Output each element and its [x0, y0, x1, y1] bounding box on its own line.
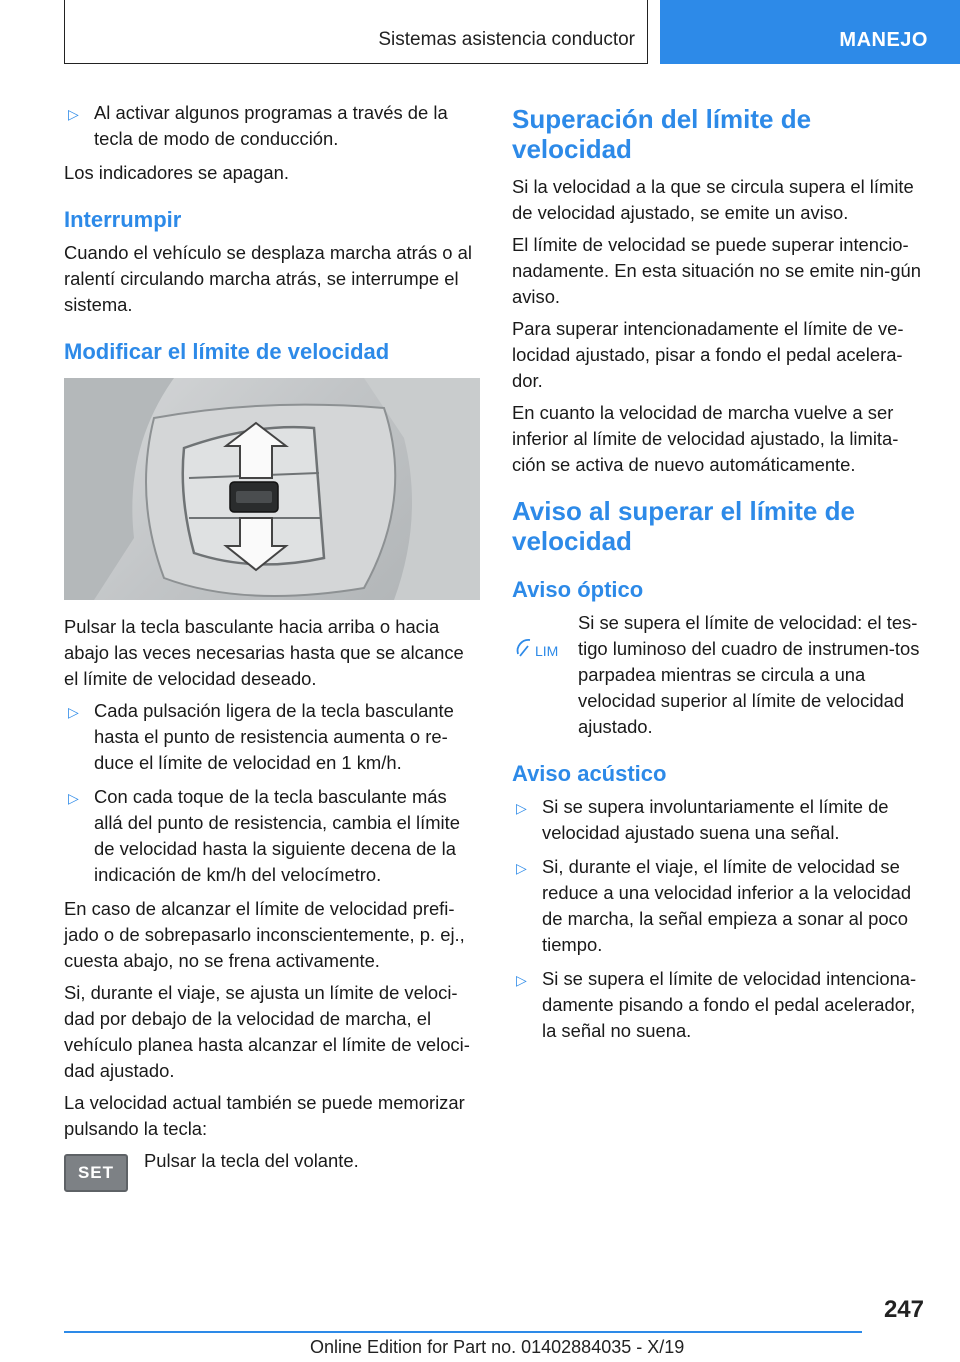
- bullet-triangle-icon: ▷: [68, 704, 79, 720]
- right-column: [512, 100, 930, 1052]
- bullet-triangle-icon: ▷: [68, 790, 79, 806]
- paragraph: Cuando el vehículo se desplaza marcha atrás o al ralentí circulando marcha atrás, se interrumpe el sistema.: [64, 242, 472, 315]
- edition-note: Online Edition for Part no. 01402884035 - X/19: [310, 1337, 685, 1357]
- bullet-triangle-icon: ▷: [516, 972, 527, 988]
- set-key-row: [64, 1148, 480, 1212]
- paragraph: En caso de alcanzar el límite de velocidad prefi-jado o de sobrepasarlo inconscientemente, p. ej., cuesta abajo, no se frena activamente.: [64, 898, 465, 971]
- bullet-list-acustico: [512, 794, 930, 1044]
- list-item: ▷ Si, durante el viaje, el límite de velocidad se reduce a una velocidad inferior a la velocidad de marcha, la señal empieza a sonar al poco tiempo.: [516, 856, 912, 955]
- list-item: ▷ Cada pulsación ligera de la tecla basculante hasta el punto de resistencia aumenta o re-duce el límite de velocidad en 1 km/h.: [68, 700, 454, 773]
- paragraph: Pulsar la tecla basculante hacia arriba o hacia abajo las veces necesarias hasta que se alcance el límite de velocidad deseado.: [64, 616, 464, 689]
- bullet-triangle-icon: ▷: [68, 106, 79, 122]
- steering-wheel-photo: [64, 378, 480, 600]
- set-key-icon: SET: [64, 1154, 128, 1192]
- section-title-box: [64, 0, 648, 64]
- list-item: ▷ Si se supera involuntariamente el límite de velocidad ajustado suena una señal.: [516, 796, 889, 843]
- steering-wheel-rocker-illustration: [64, 378, 480, 600]
- section-title: Sistemas asistencia conductor: [378, 29, 635, 50]
- paragraph: Para superar intencionadamente el límite de ve-locidad ajustado, pisar a fondo el pedal acelera-dor.: [512, 318, 904, 391]
- set-key-instruction: Pulsar la tecla del volante.: [144, 1150, 359, 1171]
- heading-modificar: Modificar el límite de velocidad: [64, 339, 390, 364]
- bullet-triangle-icon: ▷: [516, 860, 527, 876]
- paragraph: En cuanto la velocidad de marcha vuelve a ser inferior al límite de velocidad ajustado, la limita-ción se activa de nuevo automáticamente.: [512, 402, 899, 475]
- footer-divider: [64, 1331, 862, 1333]
- chapter-title: MANEJO: [839, 29, 928, 51]
- bullet-list-rocker: [64, 698, 480, 888]
- heading-aviso-optico: Aviso óptico: [512, 577, 644, 602]
- paragraph: El límite de velocidad se puede superar intencio-nadamente. En esta situación no se emite nin-gún aviso.: [512, 234, 921, 307]
- left-column: [64, 100, 480, 1212]
- heading-aviso: Aviso al superar el límite de velocidad: [512, 496, 855, 556]
- page-header: [64, 0, 960, 66]
- paragraph: Si, durante el viaje, se ajusta un límite de veloci-dad por debajo de la velocidad de marcha, el vehículo planea hasta alcanzar el límite de veloci-dad ajustado.: [64, 982, 470, 1081]
- paragraph: Si la velocidad a la que se circula supera el límite de velocidad ajustado, se emite un aviso.: [512, 176, 914, 223]
- heading-interrumpir: Interrumpir: [64, 207, 182, 232]
- list-item: ▷ Con cada toque de la tecla basculante más allá del punto de resistencia, cambia el límite de velocidad hasta la siguiente decena de la indicación de km/h del velocímetro.: [68, 786, 460, 885]
- page-number: 247: [883, 1296, 924, 1323]
- list-item: ▷ Al activar algunos programas a través de la tecla de modo de conducción.: [68, 102, 448, 149]
- lim-warning-row: [512, 610, 930, 740]
- paragraph: Si se supera el límite de velocidad: el tes-tigo luminoso del cuadro de instrumen-tos parpadea mientras se circula a una velocidad superior al límite de velocidad ajustado.: [578, 612, 920, 737]
- bullet-triangle-icon: ▷: [516, 800, 527, 816]
- heading-superacion: Superación del límite de velocidad: [512, 104, 812, 164]
- heading-aviso-acustico: Aviso acústico: [512, 761, 667, 786]
- paragraph: La velocidad actual también se puede memorizar pulsando la tecla:: [64, 1092, 465, 1139]
- paragraph: Los indicadores se apagan.: [64, 162, 289, 183]
- lim-label: LIM: [535, 643, 559, 659]
- list-item: ▷ Si se supera el límite de velocidad intenciona-damente pisando a fondo el pedal acelerador, la señal no suena.: [516, 968, 917, 1041]
- lim-indicator-icon: [512, 634, 568, 660]
- chapter-tab: [660, 0, 960, 64]
- bullet-list-top: [64, 100, 480, 152]
